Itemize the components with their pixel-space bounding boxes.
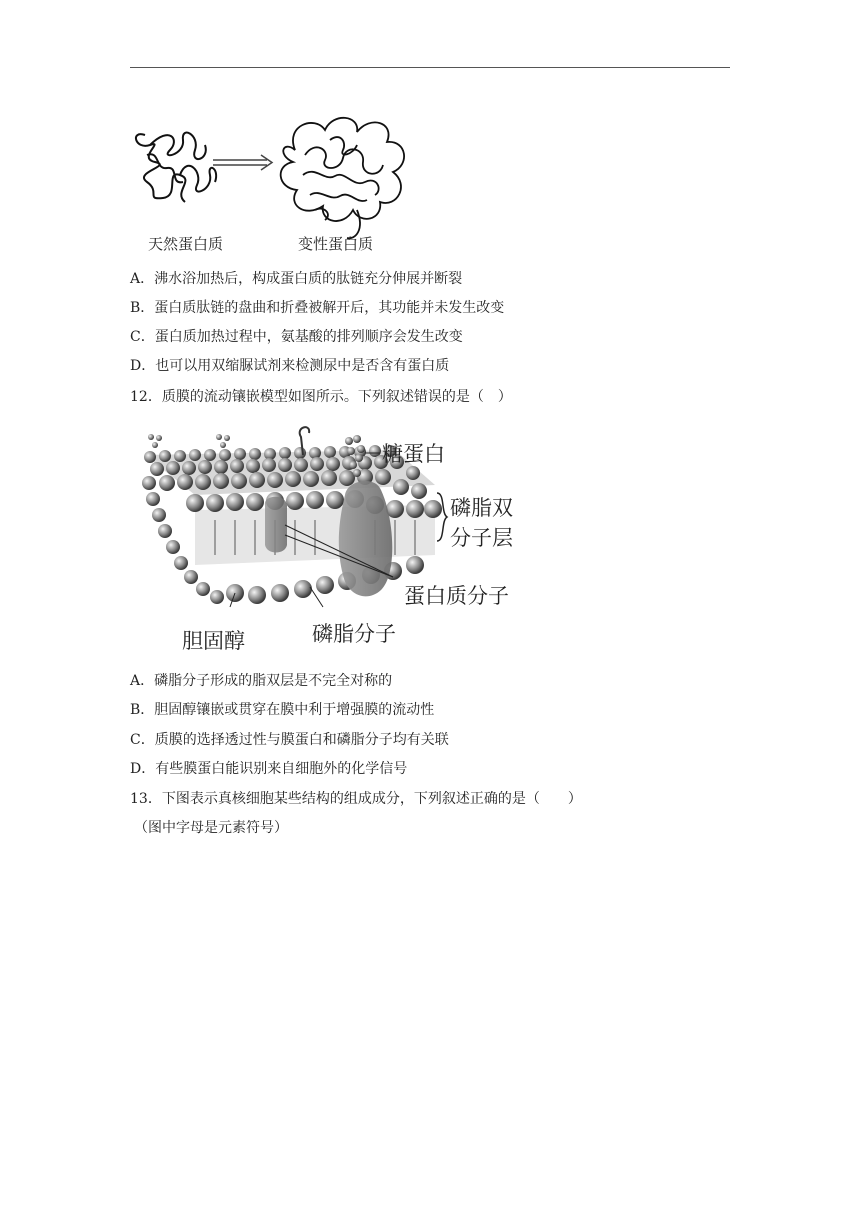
small-protein-molecule (265, 497, 287, 553)
bilayer-label-line-2: 分子层 (450, 526, 513, 550)
q12-option-b: B．胆固醇镶嵌或贯穿在膜中利于增强膜的流动性 (130, 702, 435, 718)
denatured-protein-drawing (281, 118, 404, 238)
header-rule (130, 67, 730, 68)
bilayer-label-line-1: 磷脂双 (450, 496, 513, 520)
q11-option-a: A．沸水浴加热后，构成蛋白质的肽链充分伸展并断裂 (130, 271, 463, 287)
bilayer-brace (437, 493, 447, 541)
cholesterol-label: 胆固醇 (182, 629, 245, 653)
q12-option-a: A．磷脂分子形成的脂双层是不完全对称的 (130, 673, 393, 689)
native-protein-drawing (136, 133, 216, 202)
large-protein-molecule (339, 481, 392, 596)
phospholipid-label: 磷脂分子 (312, 622, 396, 646)
arrow-icon (213, 155, 272, 170)
q12-option-d: D．有些膜蛋白能识别来自细胞外的化学信号 (130, 761, 408, 777)
q11-option-b: B．蛋白质肽链的盘曲和折叠被解开后，其功能并未发生改变 (130, 300, 505, 316)
q12-stem: 12．质膜的流动镶嵌模型如图所示。下列叙述错误的是（ ） (130, 389, 512, 405)
bottom-phospholipid-heads (226, 556, 424, 604)
q13-note: （图中字母是元素符号） (134, 820, 288, 836)
glycoprotein-label: 糖蛋白 (382, 442, 445, 466)
protein-molecule-label: 蛋白质分子 (404, 584, 509, 608)
q11-option-d: D．也可以用双缩脲试剂来检测尿中是否含有蛋白质 (130, 358, 450, 374)
q13-stem: 13．下图表示真核细胞某些结构的组成成分，下列叙述正确的是（ ） (130, 791, 582, 807)
q11-option-c: C．蛋白质加热过程中，氨基酸的排列顺序会发生改变 (130, 329, 463, 345)
denatured-protein-caption: 变性蛋白质 (298, 235, 374, 253)
native-protein-caption: 天然蛋白质 (148, 235, 224, 253)
q12-option-c: C．质膜的选择透过性与膜蛋白和磷脂分子均有关联 (130, 732, 449, 748)
